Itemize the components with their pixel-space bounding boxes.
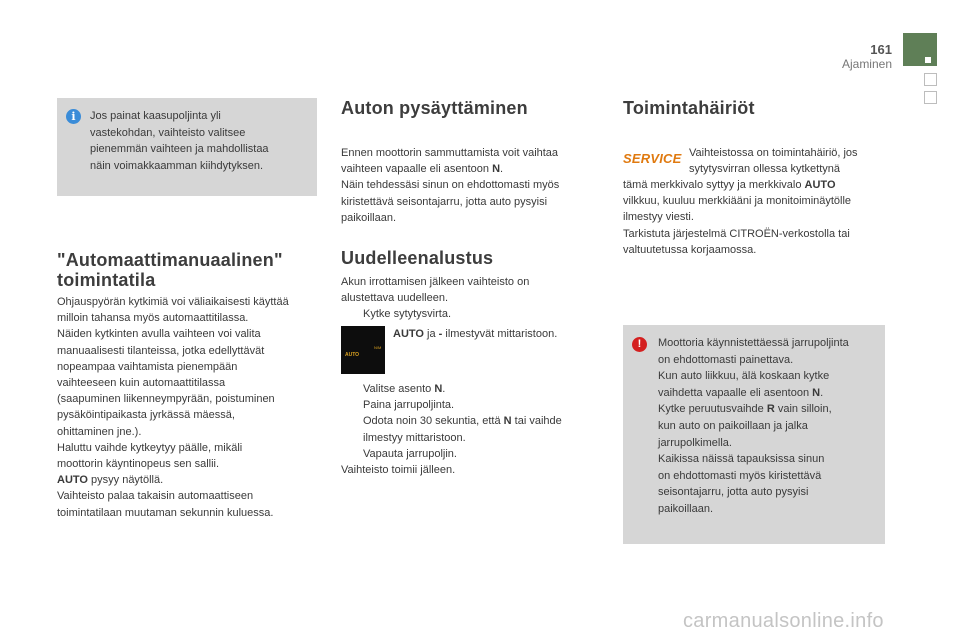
watermark: carmanualsonline.info (683, 610, 884, 632)
stopping-text: Ennen moottorin sammuttamista voit vaihtaa vaihteen vapaalle eli asentoon N. Näin tehdessäsi sinun on ehdottomasti myös kiristettävä seisontajarru, jotta auto pysyisi paikoillaan. (341, 147, 560, 224)
chapter-tab-active[interactable] (903, 33, 937, 66)
warning-icon: ! (632, 337, 647, 352)
info-box (57, 98, 317, 196)
warning-box (623, 325, 885, 544)
reinit-intro: Akun irrottamisen jälkeen vaihteisto on alustettava uudelleen. Kytke sytytysvirta. (341, 276, 530, 321)
warning-box-text: Moottoria käynnistettäessä jarrupoljinta on ehdottomasti painettava. Kun auto liikkuu, älä koskaan kytke vaihdetta vapaalle eli asentoon N. Kytke peruutusvaihde R vain silloin, kun auto on paikoillaan ja jalka jarrupolkimella. Kaikissa näissä tapauksissa sinun on ehdottomasti myös kiristettävä seisontajarru, jotta auto pysyisi paikoillaan. (658, 337, 849, 515)
page-number: 161 (870, 42, 892, 57)
reinit-steps: Valitse asento N. Paina jarrupoljinta. Odota noin 30 sekuntia, että N tai vaihde ilmestyy mittaristoon. Vapauta jarrupoljin. Vaihteisto toimii jälleen. (341, 383, 562, 477)
faults-heading: Toimintahäiriöt (623, 98, 755, 118)
service-warning-icon: SERVICE (623, 151, 682, 166)
manual-mode-heading: "Automaattimanuaalinen" toimintatila (57, 250, 283, 290)
faults-text-indented: Vaihteistossa on toimintahäiriö, jos sytytysvirran ollessa kytkettynä (689, 147, 858, 176)
chapter-tab[interactable] (924, 73, 937, 86)
chapter-tab[interactable] (924, 91, 937, 104)
stopping-heading: Auton pysäyttäminen (341, 98, 528, 118)
info-box-text: Jos painat kaasupoljinta yli vastekohdan, vaihteisto valitsee pienemmän vaihteen ja mahdollistaa näin voimakkaamman kiihdytyksen. (90, 110, 269, 172)
faults-text: tämä merkkivalo syttyy ja merkkivalo AUTO vilkkuu, kuuluu merkkiääni ja monitoiminäytölle ilmestyy viesti. Tarkistuta järjestelmä CITROËN-verkostolla tai valtuutetussa korjaamossa. (623, 179, 852, 256)
instrument-panel-image: AUTO N/M (341, 326, 385, 374)
reinit-heading: Uudelleenalustus (341, 248, 494, 268)
tab-marker-icon (925, 57, 931, 63)
info-icon: i (66, 109, 81, 124)
section-title: Ajaminen (841, 57, 892, 71)
auto-display-note: AUTO ja - ilmestyvät mittaristoon. (393, 328, 558, 340)
manual-mode-text: Ohjauspyörän kytkimiä voi väliaikaisesti käyttää milloin tahansa myös automaattitilassa. Näiden kytkinten avulla vaihteen voi valita manuaalisesti tilanteissa, jotka edellyttävät nopeampaa vaihtamista pienempään vaihteeseen kuin automaattitilassa (saapuminen liikenneympyrään, poistuminen pysäköintipaikasta jyrkässä mäessä, ohittaminen jne.). Haluttu vaihde kytkeytyy päälle, mikäli moottorin käyntinopeus sen sallii. AUTO pysyy näytöllä. Vaihteisto palaa takaisin automaattiseen toimintatilaan muutaman sekunnin kuluessa. (57, 296, 289, 519)
